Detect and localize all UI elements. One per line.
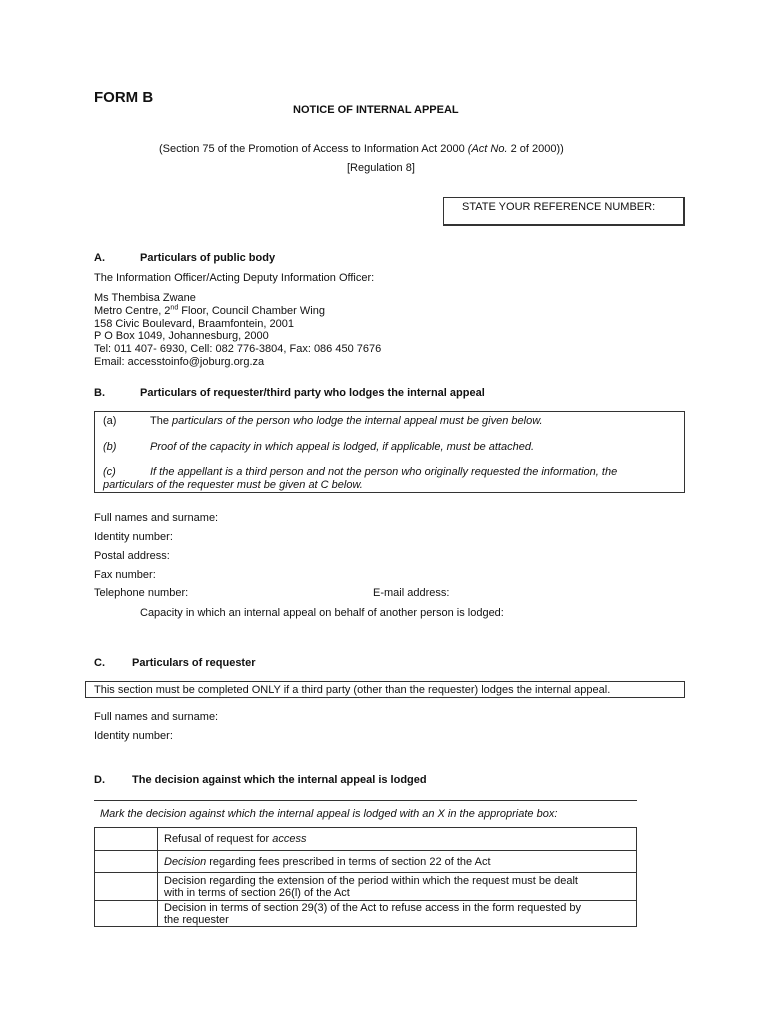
note-b-label: (b) [103,441,117,453]
section-b-heading: Particulars of requester/third party who lodges the internal appeal [140,387,485,399]
postal-address-field[interactable]: Postal address: [94,550,170,562]
row-divider [95,900,636,901]
note-c-text-2: particulars of the requester must be given at C below. [103,479,363,491]
address-line-2: 158 Civic Boulevard, Braamfontein, 2001 [94,318,294,330]
form-title: FORM B [94,89,154,106]
address-line-1-b: Floor, Council Chamber Wing [178,305,325,317]
email-line: Email: accesstoinfo@joburg.org.za [94,356,265,368]
option-extension-line-1: Decision regarding the extension of the period within which the request must be dealt [164,875,578,887]
decision-table [94,827,637,927]
phone-line: Tel: 011 407- 6930, Cell: 082 776-3804, Fax: 086 450 7676 [94,343,382,355]
decision-instruction-rule [94,800,637,801]
note-c-text-1: If the appellant is a third person and not the person who originally requested the information, the [150,466,618,478]
section-c-note: This section must be completed ONLY if a third party (other than the requester) lodges the internal appeal. [94,684,611,696]
capacity-field[interactable]: Capacity in which an internal appeal on behalf of another person is lodged: [140,607,504,619]
checkbox-column-divider [157,828,158,926]
identity-number-field[interactable]: Identity number: [94,531,173,543]
option-refusal-text [164,833,306,845]
ordinal-suffix: nd [170,304,179,312]
reference-number-label: STATE YOUR REFERENCE NUMBER: [462,201,656,213]
option-form-refusal-checkbox[interactable] [95,901,157,926]
address-line-1 [94,305,325,318]
officer-line: The Information Officer/Acting Deputy Information Officer: [94,272,375,284]
address-line-3: P O Box 1049, Johannesburg, 2000 [94,330,269,342]
option-fees-text [164,856,491,868]
option-refusal-plain: Refusal of request for [164,833,273,845]
decision-instruction: Mark the decision against which the internal appeal is lodged with an X in the appropriate box: [100,808,558,820]
act-reference-text: (Section 75 of the Promotion of Access to Information Act 2000 [159,143,468,155]
option-refusal-checkbox[interactable] [95,828,157,850]
reference-number-box[interactable] [443,197,685,226]
note-a-text-plain: The [150,415,173,427]
telephone-number-field[interactable]: Telephone number: [94,587,189,599]
officer-name: Ms Thembisa Zwane [94,292,196,304]
section-d-heading: The decision against which the internal appeal is lodged [132,774,427,786]
note-a-text-italic: particulars of the person who lodge the internal appeal must be given below. [172,415,543,427]
full-names-field[interactable]: Full names and surname: [94,512,219,524]
address-line-1-a: Metro Centre, 2 [94,305,171,317]
row-divider [95,872,636,873]
section-c-heading: Particulars of requester [132,657,256,669]
section-c-note-box [85,681,685,698]
note-b-text: Proof of the capacity in which appeal is lodged, if applicable, must be attached. [150,441,535,453]
section-b-letter: B. [94,387,105,399]
section-b-notes-box [94,411,685,493]
option-fees-plain: regarding fees prescribed in terms of section 22 of the Act [206,856,491,868]
section-a-heading: Particulars of public body [140,252,276,264]
note-c-label: (c) [103,466,116,478]
fax-number-field[interactable]: Fax number: [94,569,156,581]
row-divider [95,850,636,851]
requester-identity-field[interactable]: Identity number: [94,730,173,742]
regulation: [Regulation 8] [347,162,415,174]
option-extension-checkbox[interactable] [95,873,157,900]
section-a-letter: A. [94,252,105,264]
section-d-letter: D. [94,774,105,786]
option-refusal-italic: access [272,833,307,845]
requester-full-names-field[interactable]: Full names and surname: [94,711,219,723]
note-a-label: (a) [103,415,117,427]
option-form-refusal-line-1: Decision in terms of section 29(3) of the Act to refuse access in the form requested by [164,902,581,914]
option-fees-checkbox[interactable] [95,851,157,872]
option-fees-italic: Decision [164,856,207,868]
option-extension-line-2: with in terms of section 26(l) of the Act [164,887,350,899]
notice-title: NOTICE OF INTERNAL APPEAL [293,104,459,116]
section-c-letter: C. [94,657,105,669]
act-number-label: (Act No. [467,143,508,155]
note-a-text [150,415,543,427]
act-reference [159,143,564,156]
email-address-field[interactable]: E-mail address: [373,587,450,599]
act-reference-end: 2 of 2000)) [507,143,564,155]
option-form-refusal-line-2: the requester [164,914,229,926]
